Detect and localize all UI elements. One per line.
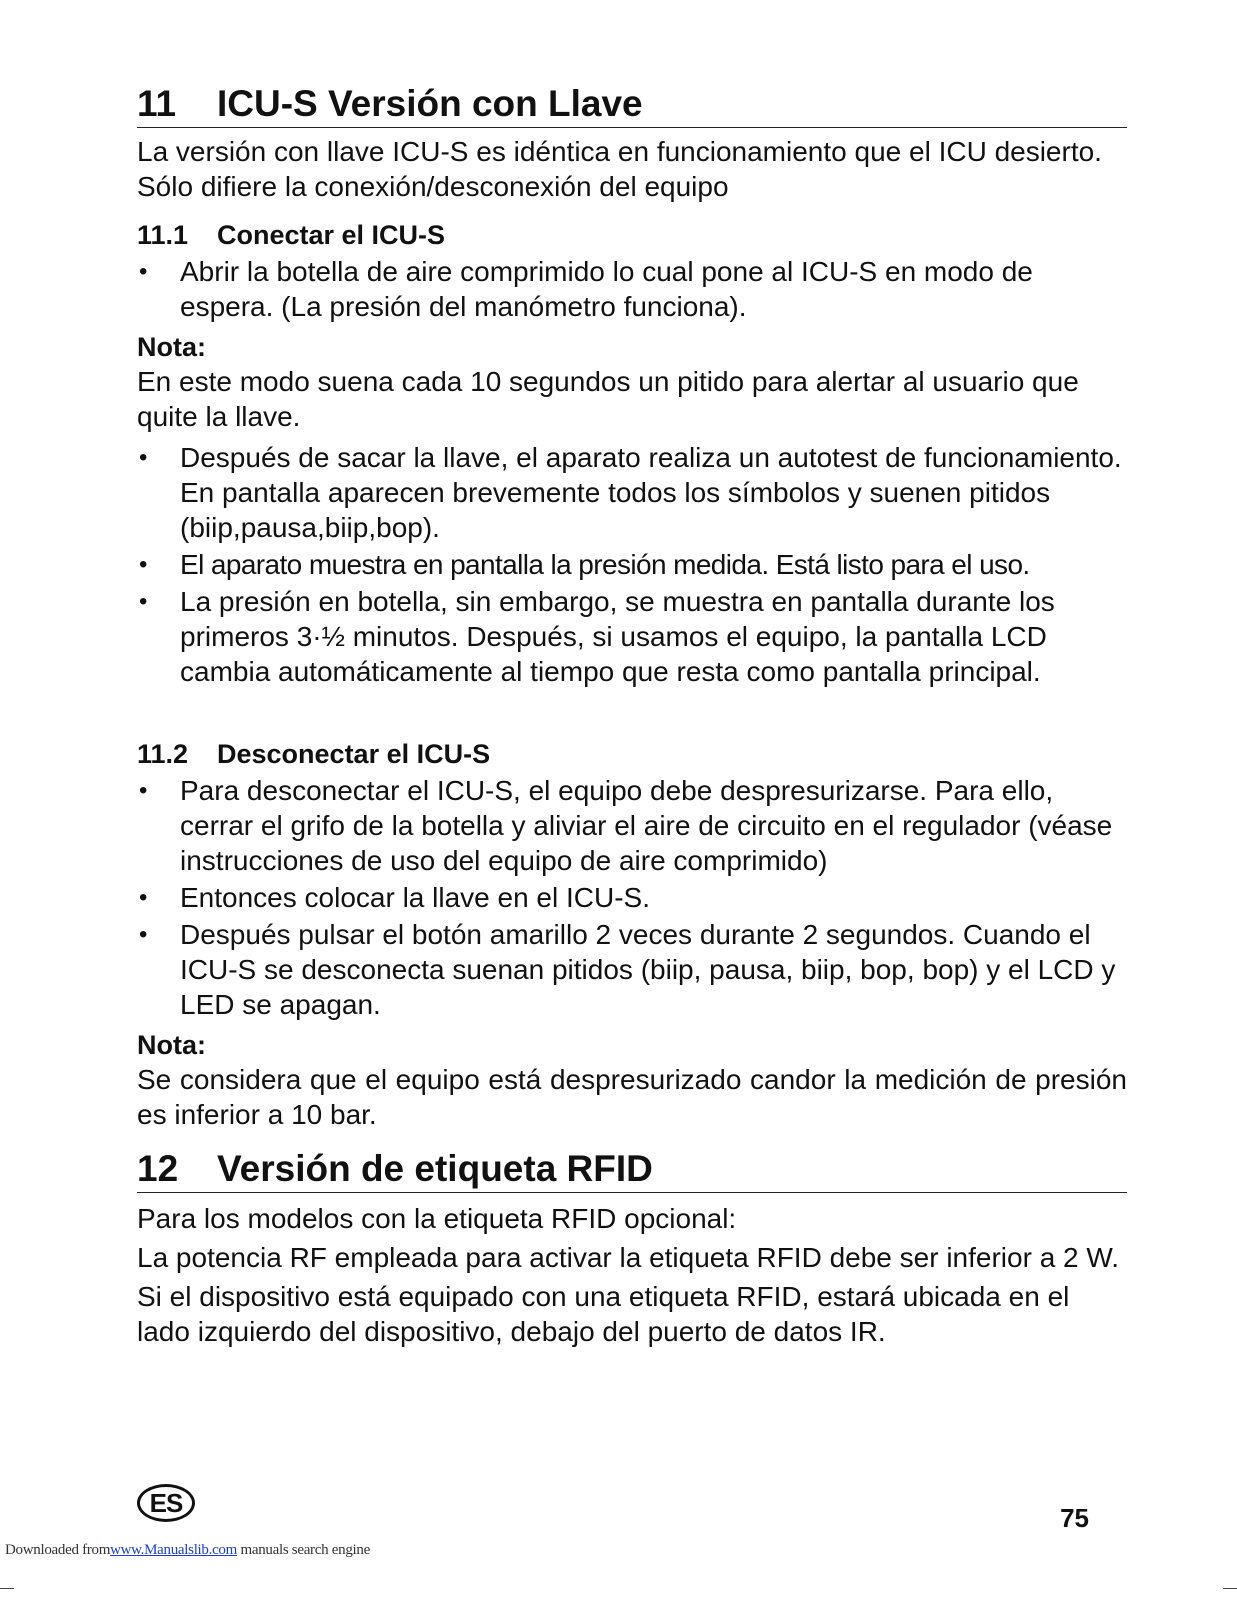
- nota-label: Nota:: [137, 332, 206, 362]
- list-item: • Después pulsar el botón amarillo 2 veces durante 2 segundos. Cuando el ICU-S se desconecta suenan pitidos (biip, pausa, biip, bop, bop) y el LCD y LED se apagan.: [137, 917, 1127, 1022]
- section-12-heading: [137, 1146, 1127, 1193]
- manual-page: [137, 0, 1127, 1349]
- section-11-2-number: 11.2: [137, 739, 189, 769]
- section-11-1-heading: [137, 218, 1127, 252]
- section-11-number: 11: [137, 83, 177, 124]
- section-11-2-list: [137, 773, 1127, 1022]
- section-11-2-title: Desconectar el ICU-S: [217, 739, 491, 769]
- list-item: • Abrir la botella de aire comprimido lo cual pone al ICU-S en modo de espera. (La presión del manómetro funciona).: [137, 254, 1127, 324]
- section-12-number: 12: [137, 1148, 179, 1189]
- crop-mark-left: [0, 1588, 14, 1589]
- nota-text: Se considera que el equipo está despresurizado candor la medición de presión es inferior a 10 bar.: [137, 1064, 1127, 1130]
- section-11-1-list-b: [137, 440, 1127, 689]
- download-footer: [5, 1542, 370, 1559]
- section-12-paragraph: La potencia RF empleada para activar la etiqueta RFID debe ser inferior a 2 W.: [137, 1242, 1120, 1273]
- section-11-title: ICU-S Versión con Llave: [217, 83, 643, 124]
- section-11-1-title: Conectar el ICU-S: [217, 220, 446, 250]
- language-badge-es: ES: [137, 1484, 195, 1522]
- section-12-paragraph: Si el dispositivo está equipado con una etiqueta RFID, estará ubicada en el lado izquierdo del dispositivo, debajo del puerto de datos IR.: [137, 1281, 1070, 1347]
- list-item: • El aparato muestra en pantalla la presión medida. Está listo para el uso.: [137, 547, 1127, 582]
- section-11-1-list-a: [137, 254, 1127, 324]
- section-12-title: Versión de etiqueta RFID: [217, 1148, 653, 1189]
- section-12-paragraph: Para los modelos con la etiqueta RFID opcional:: [137, 1203, 737, 1234]
- list-item: • Para desconectar el ICU-S, el equipo debe despresurizarse. Para ello, cerrar el grifo de la botella y aliviar el aire de circuito en el regulador (véase instrucciones de uso del equipo de aire comprimido): [137, 773, 1127, 878]
- manualslib-link[interactable]: www.Manualslib.com: [110, 1542, 238, 1558]
- section-11-2-heading: [137, 737, 1127, 771]
- page-number: 75: [1060, 1503, 1089, 1533]
- list-item: • Después de sacar la llave, el aparato realiza un autotest de funcionamiento. En pantalla aparecen brevemente todos los símbolos y suenen pitidos (biip,pausa,biip,bop).: [137, 440, 1127, 545]
- footer-suffix: manuals search engine: [237, 1542, 370, 1558]
- footer-prefix: Downloaded from: [5, 1542, 111, 1558]
- crop-mark-right: [1223, 1588, 1237, 1589]
- section-11-heading: [137, 81, 1127, 128]
- nota-label: Nota:: [137, 1030, 206, 1060]
- list-item: • Entonces colocar la llave en el ICU-S.: [137, 880, 1127, 915]
- nota-text: En este modo suena cada 10 segundos un pitido para alertar al usuario que quite la llave.: [137, 366, 1079, 432]
- section-11-intro: La versión con llave ICU-S es idéntica en funcionamiento que el ICU desierto. Sólo difiere la conexión/desconexión del equipo: [137, 136, 1102, 202]
- list-item: • La presión en botella, sin embargo, se muestra en pantalla durante los primeros 3·½ minutos. Después, si usamos el equipo, la pantalla LCD cambia automáticamente al tiempo que resta como pantalla principal.: [137, 584, 1127, 689]
- section-11-1-number: 11.1: [137, 220, 189, 250]
